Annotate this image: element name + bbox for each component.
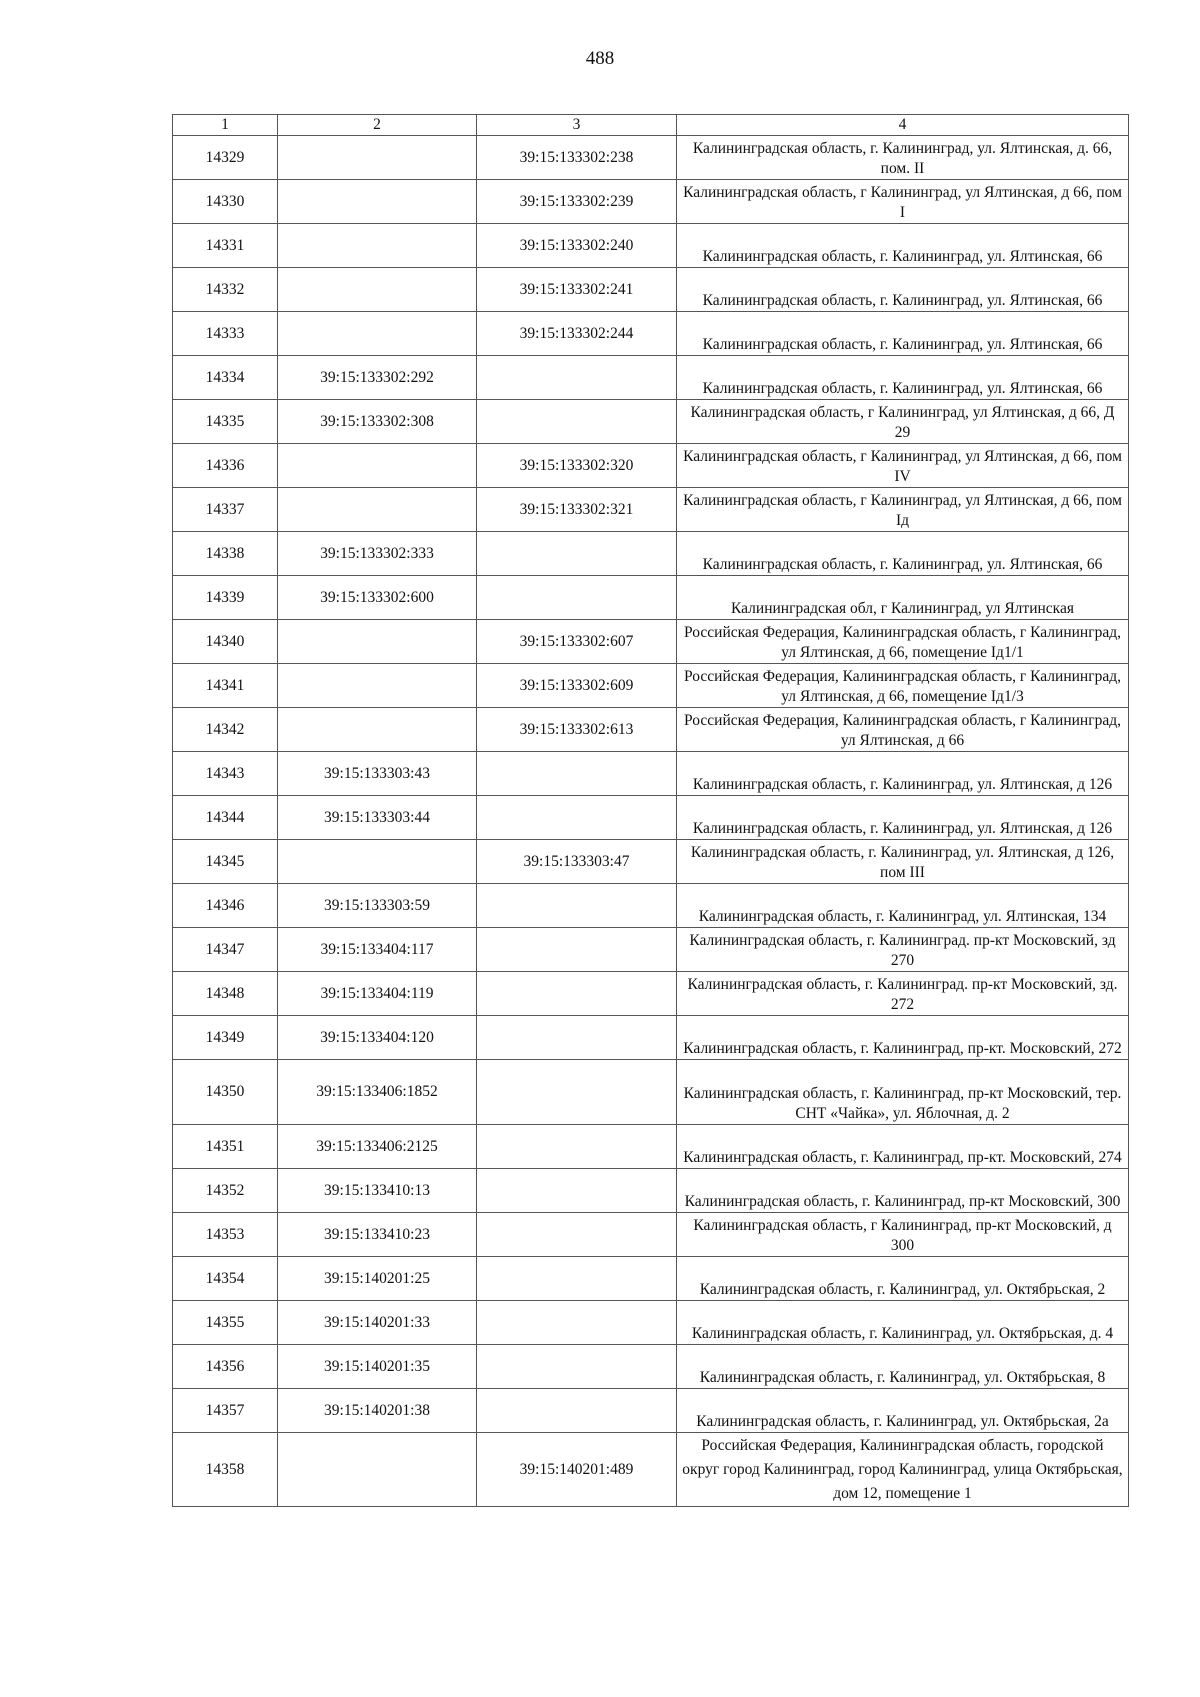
table-row [173,840,1129,884]
address-cell: Калининградская область, г. Калининград, ул. Ялтинская, д. 66, пом. II [677,136,1129,180]
row-number-cell: 14339 [173,576,278,620]
row-number-cell: 14354 [173,1257,278,1301]
row-number-cell: 14331 [173,224,278,268]
address-cell: Калининградская область, г Калининград, пр-кт Московский, д 300 [677,1213,1129,1257]
cadastral-number-cell [278,444,477,488]
row-number-cell: 14347 [173,928,278,972]
row-number-cell: 14333 [173,312,278,356]
cadastral-number-cell: 39:15:133406:2125 [278,1125,477,1169]
address-cell: Калининградская область, г. Калининград, пр-кт. Московский, 272 [677,1016,1129,1060]
row-number-cell: 14340 [173,620,278,664]
cadastral-number-cell: 39:15:133302:609 [477,664,677,708]
address-cell: Калининградская область, г. Калининград, ул. Ялтинская, 66 [677,532,1129,576]
row-number-cell: 14332 [173,268,278,312]
table-row [173,928,1129,972]
cadastral-number-cell: 39:15:133302:244 [477,312,677,356]
row-number-cell: 14335 [173,400,278,444]
row-number-cell: 14344 [173,796,278,840]
cadastral-number-cell: 39:15:133302:292 [278,356,477,400]
cadastral-number-cell [477,796,677,840]
address-cell: Калининградская область, г. Калининград, ул. Октябрьская, 2а [677,1389,1129,1433]
cadastral-number-cell: 39:15:140201:25 [278,1257,477,1301]
cadastral-number-cell [278,488,477,532]
table-row [173,1301,1129,1345]
cadastral-number-cell [278,708,477,752]
table-row [173,708,1129,752]
address-cell: Российская Федерация, Калининградская область, городской округ город Калининград, город Калининград, улица Октябрьская, дом 12, помещение 1 [677,1433,1129,1507]
table-row [173,268,1129,312]
cadastral-number-cell [477,400,677,444]
cadastral-number-cell: 39:15:133302:308 [278,400,477,444]
data-table [172,114,1129,1507]
table-row [173,444,1129,488]
column-header-4: 4 [677,115,1129,136]
table-row [173,796,1129,840]
cadastral-number-cell: 39:15:133302:320 [477,444,677,488]
table-row [173,1213,1129,1257]
address-cell: Калининградская область, г. Калининград, пр-кт Московский, тер. СНТ «Чайка», ул. Яблочная, д. 2 [677,1060,1129,1125]
row-number-cell: 14330 [173,180,278,224]
table-row [173,180,1129,224]
address-cell: Калининградская область, г. Калининград, пр-кт Московский, 300 [677,1169,1129,1213]
cadastral-number-cell [278,1433,477,1507]
cadastral-number-cell [477,928,677,972]
row-number-cell: 14351 [173,1125,278,1169]
cadastral-number-cell [477,1257,677,1301]
cadastral-number-cell: 39:15:133303:47 [477,840,677,884]
address-cell: Калининградская область, г Калининград, ул Ялтинская, д 66, пом I [677,180,1129,224]
row-number-cell: 14353 [173,1213,278,1257]
cadastral-number-cell [477,532,677,576]
table-row [173,136,1129,180]
row-number-cell: 14341 [173,664,278,708]
table-row [173,1345,1129,1389]
row-number-cell: 14337 [173,488,278,532]
cadastral-number-cell: 39:15:133302:238 [477,136,677,180]
row-number-cell: 14338 [173,532,278,576]
cadastral-number-cell: 39:15:140201:489 [477,1433,677,1507]
cadastral-number-cell [477,576,677,620]
cadastral-number-cell [278,620,477,664]
table-row [173,356,1129,400]
address-cell: Калининградская область, г. Калининград, ул. Ялтинская, д 126, пом III [677,840,1129,884]
table-row [173,576,1129,620]
cadastral-number-cell [477,1016,677,1060]
address-cell: Калининградская область, г. Калининград, пр-кт. Московский, 274 [677,1125,1129,1169]
address-cell: Калининградская область, г Калининград, ул Ялтинская, д 66, Д 29 [677,400,1129,444]
address-cell: Российская Федерация, Калининградская область, г Калининград, ул Ялтинская, д 66 [677,708,1129,752]
address-cell: Калининградская область, г. Калининград, ул. Ялтинская, 66 [677,356,1129,400]
address-cell: Калининградская область, г. Калининград, ул. Ялтинская, д 126 [677,796,1129,840]
row-number-cell: 14334 [173,356,278,400]
cadastral-number-cell: 39:15:133302:600 [278,576,477,620]
table-row [173,1060,1129,1125]
row-number-cell: 14355 [173,1301,278,1345]
cadastral-number-cell [477,884,677,928]
address-cell: Калининградская область, г Калининград, ул Ялтинская, д 66, пом IV [677,444,1129,488]
cadastral-number-cell: 39:15:133410:13 [278,1169,477,1213]
column-header-3: 3 [477,115,677,136]
cadastral-number-cell: 39:15:133302:321 [477,488,677,532]
cadastral-number-cell: 39:15:133303:44 [278,796,477,840]
row-number-cell: 14358 [173,1433,278,1507]
row-number-cell: 14346 [173,884,278,928]
row-number-cell: 14348 [173,972,278,1016]
cadastral-number-cell [278,224,477,268]
cadastral-number-cell [477,1389,677,1433]
cadastral-number-cell: 39:15:133302:333 [278,532,477,576]
cadastral-number-cell [477,1345,677,1389]
page-number: 488 [585,48,615,69]
cadastral-number-cell [477,1125,677,1169]
cadastral-number-cell [477,1213,677,1257]
address-cell: Калининградская область, г. Калининград, ул. Ялтинская, 66 [677,224,1129,268]
cadastral-number-cell: 39:15:133302:241 [477,268,677,312]
address-cell: Российская Федерация, Калининградская область, г Калининград, ул Ялтинская, д 66, помещение Iд1/3 [677,664,1129,708]
row-number-cell: 14345 [173,840,278,884]
address-cell: Калининградская область, г Калининград, ул Ялтинская, д 66, пом Iд [677,488,1129,532]
table-row [173,488,1129,532]
cadastral-number-cell: 39:15:133302:613 [477,708,677,752]
row-number-cell: 14329 [173,136,278,180]
cadastral-number-cell [278,180,477,224]
address-cell: Калининградская область, г. Калининград. пр-кт Московский, зд 270 [677,928,1129,972]
cadastral-number-cell: 39:15:133303:43 [278,752,477,796]
column-header-2: 2 [278,115,477,136]
address-cell: Калининградская область, г. Калининград. пр-кт Московский, зд. 272 [677,972,1129,1016]
cadastral-number-cell: 39:15:133404:120 [278,1016,477,1060]
row-number-cell: 14342 [173,708,278,752]
table-row [173,400,1129,444]
address-cell: Калининградская область, г. Калининград, ул. Октябрьская, д. 4 [677,1301,1129,1345]
table-row [173,1125,1129,1169]
table-row [173,1016,1129,1060]
table-row [173,1257,1129,1301]
row-number-cell: 14349 [173,1016,278,1060]
table-row [173,884,1129,928]
row-number-cell: 14357 [173,1389,278,1433]
address-cell: Калининградская область, г. Калининград, ул. Ялтинская, 66 [677,268,1129,312]
cadastral-number-cell: 39:15:140201:33 [278,1301,477,1345]
table-row [173,312,1129,356]
table-row [173,532,1129,576]
cadastral-number-cell [477,1060,677,1125]
cadastral-number-cell [477,1169,677,1213]
table-row [173,1389,1129,1433]
cadastral-number-cell [477,972,677,1016]
address-cell: Российская Федерация, Калининградская область, г Калининград, ул Ялтинская, д 66, помещение Iд1/1 [677,620,1129,664]
row-number-cell: 14350 [173,1060,278,1125]
table-row [173,1169,1129,1213]
cadastral-number-cell [278,840,477,884]
row-number-cell: 14356 [173,1345,278,1389]
row-number-cell: 14352 [173,1169,278,1213]
cadastral-number-cell: 39:15:133302:607 [477,620,677,664]
cadastral-number-cell: 39:15:133302:239 [477,180,677,224]
table-row [173,972,1129,1016]
row-number-cell: 14343 [173,752,278,796]
cadastral-number-cell [477,1301,677,1345]
cadastral-number-cell [477,356,677,400]
table-header-row [173,115,1129,136]
cadastral-number-cell [278,664,477,708]
address-cell: Калининградская область, г. Калининград, ул. Ялтинская, 134 [677,884,1129,928]
cadastral-number-cell [278,312,477,356]
row-number-cell: 14336 [173,444,278,488]
table-row [173,224,1129,268]
cadastral-number-cell: 39:15:133302:240 [477,224,677,268]
column-header-1: 1 [173,115,278,136]
cadastral-number-cell: 39:15:133410:23 [278,1213,477,1257]
cadastral-number-cell [278,268,477,312]
table-row [173,664,1129,708]
cadastral-number-cell: 39:15:140201:38 [278,1389,477,1433]
table-row [173,620,1129,664]
address-cell: Калининградская область, г. Калининград, ул. Октябрьская, 2 [677,1257,1129,1301]
cadastral-number-cell: 39:15:133404:119 [278,972,477,1016]
cadastral-number-cell: 39:15:133303:59 [278,884,477,928]
address-cell: Калининградская область, г. Калининград, ул. Октябрьская, 8 [677,1345,1129,1389]
table-row [173,1433,1129,1507]
address-cell: Калининградская область, г. Калининград, ул. Ялтинская, 66 [677,312,1129,356]
cadastral-number-cell: 39:15:140201:35 [278,1345,477,1389]
cadastral-number-cell: 39:15:133404:117 [278,928,477,972]
cadastral-number-cell: 39:15:133406:1852 [278,1060,477,1125]
address-cell: Калининградская обл, г Калининград, ул Ялтинская [677,576,1129,620]
table-row [173,752,1129,796]
cadastral-number-cell [477,752,677,796]
address-cell: Калининградская область, г. Калининград, ул. Ялтинская, д 126 [677,752,1129,796]
cadastral-number-cell [278,136,477,180]
